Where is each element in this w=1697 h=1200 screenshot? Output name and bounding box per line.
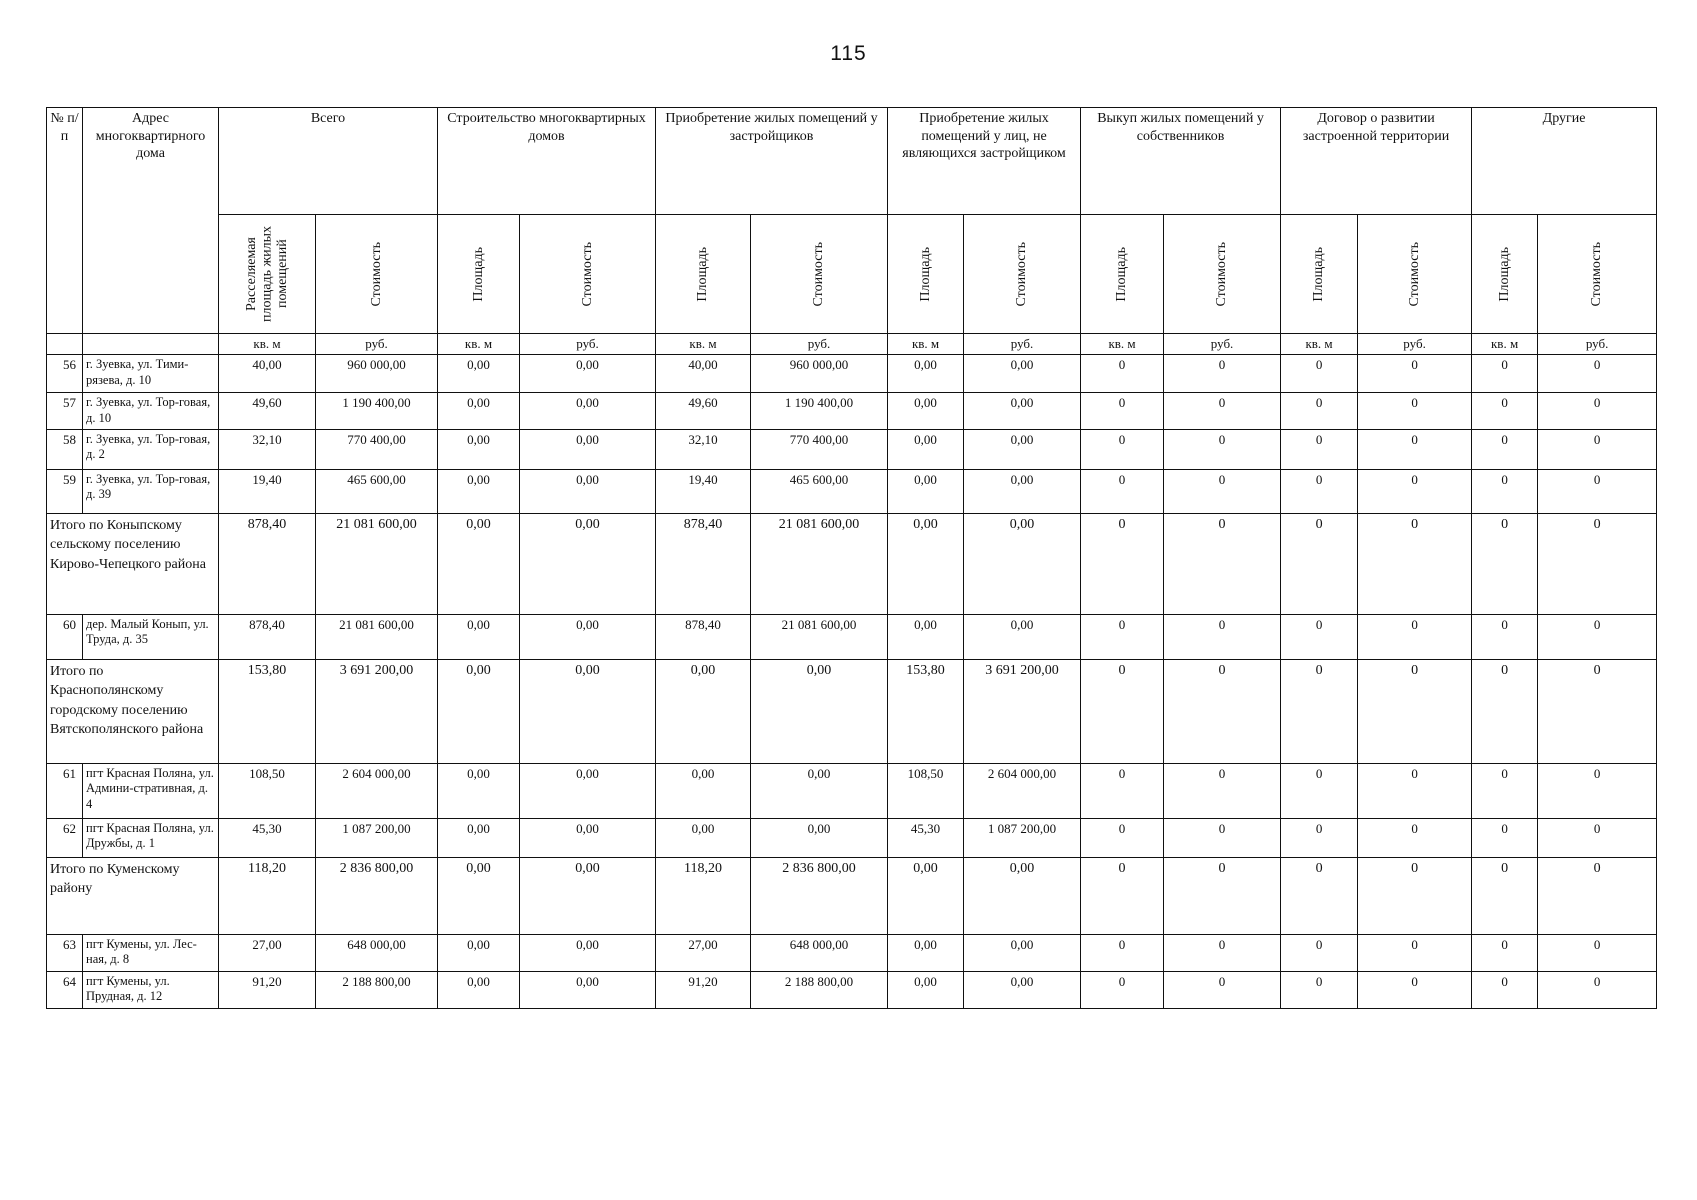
cell-area: 0,00 [438, 429, 520, 469]
unit-area: кв. м [1281, 334, 1358, 355]
subheader-label: Площадь [1311, 246, 1327, 302]
subheader-label: Площадь [470, 246, 486, 302]
cell-area: 0 [1472, 818, 1538, 857]
row-address: пгт Кумены, ул. Лес-ная, д. 8 [83, 934, 219, 971]
cell-area: 878,40 [219, 513, 316, 614]
unit-area: кв. м [219, 334, 316, 355]
cell-area: 0 [1081, 971, 1164, 1008]
cell-area: 878,40 [656, 513, 751, 614]
cell-area: 0 [1281, 355, 1358, 393]
subheader-label: Расселяемая площадь жилых помещений [243, 225, 290, 323]
cell-area: 32,10 [656, 429, 751, 469]
cell-area: 0,00 [888, 355, 964, 393]
subtotal-label: Итого по Куменскому району [47, 857, 219, 934]
cell-cost: 0 [1358, 763, 1472, 818]
cell-area: 0 [1281, 857, 1358, 934]
cell-cost: 3 691 200,00 [316, 659, 438, 763]
table-row [47, 355, 1657, 393]
subheader-cost [751, 215, 888, 334]
cell-cost: 21 081 600,00 [751, 513, 888, 614]
group-header: Приобретение жилых помещений у лиц, не являющихся застройщиком [888, 108, 1081, 215]
cell-area: 0,00 [438, 393, 520, 429]
cell-cost: 2 836 800,00 [316, 857, 438, 934]
row-number: 57 [47, 393, 83, 429]
cell-area: 0,00 [438, 355, 520, 393]
unit-cost: руб. [316, 334, 438, 355]
subtotal-label: Итого по Коныпскому сельскому поселению Кирово-Чепецкого района [47, 513, 219, 614]
group-header: Приобретение жилых помещений у застройщиков [656, 108, 888, 215]
group-header: Всего [219, 108, 438, 215]
cell-cost: 0 [1538, 355, 1657, 393]
cell-area: 0,00 [438, 971, 520, 1008]
cell-area: 0,00 [438, 469, 520, 513]
cell-cost: 0 [1164, 763, 1281, 818]
subheader-label: Площадь [1114, 246, 1130, 302]
unit-area: кв. м [1472, 334, 1538, 355]
cell-area: 0,00 [438, 614, 520, 659]
col-number-header: № п/п [47, 108, 83, 334]
cell-area: 0,00 [438, 659, 520, 763]
cell-area: 118,20 [656, 857, 751, 934]
cell-area: 108,50 [219, 763, 316, 818]
cell-area: 0,00 [888, 469, 964, 513]
cell-cost: 0,00 [751, 818, 888, 857]
cell-cost: 0 [1164, 857, 1281, 934]
cell-cost: 0 [1358, 934, 1472, 971]
cell-cost: 0,00 [964, 393, 1081, 429]
cell-cost: 0,00 [520, 857, 656, 934]
table-header [47, 108, 1657, 355]
table-row [47, 934, 1657, 971]
cell-area: 153,80 [219, 659, 316, 763]
cell-cost: 0,00 [751, 659, 888, 763]
cell-cost: 770 400,00 [316, 429, 438, 469]
cell-area: 0 [1472, 971, 1538, 1008]
cell-area: 49,60 [219, 393, 316, 429]
subheader-label: Стоимость [1014, 241, 1030, 307]
cell-cost: 0 [1164, 429, 1281, 469]
cell-area: 878,40 [219, 614, 316, 659]
cell-area: 0 [1281, 934, 1358, 971]
cell-cost: 0,00 [520, 355, 656, 393]
cell-area: 0,00 [438, 763, 520, 818]
unit-area: кв. м [888, 334, 964, 355]
cell-area: 0 [1472, 614, 1538, 659]
cell-area: 0 [1081, 818, 1164, 857]
units-row [47, 334, 1657, 355]
unit-cost: руб. [520, 334, 656, 355]
cell-cost: 0 [1358, 971, 1472, 1008]
subheader-label: Площадь [1496, 246, 1512, 302]
cell-area: 0 [1281, 614, 1358, 659]
cell-area: 0 [1281, 429, 1358, 469]
subtotal-row [47, 659, 1657, 763]
subheader-area [438, 215, 520, 334]
unit-cell [83, 334, 219, 355]
cell-area: 0 [1081, 614, 1164, 659]
row-address: дер. Малый Конып, ул. Труда, д. 35 [83, 614, 219, 659]
cell-cost: 0,00 [520, 429, 656, 469]
row-number: 64 [47, 971, 83, 1008]
cell-cost: 0,00 [520, 469, 656, 513]
cell-area: 0,00 [438, 818, 520, 857]
cell-area: 0,00 [438, 934, 520, 971]
group-header: Другие [1472, 108, 1657, 215]
cell-cost: 960 000,00 [316, 355, 438, 393]
cell-cost: 1 087 200,00 [964, 818, 1081, 857]
cell-area: 0 [1472, 355, 1538, 393]
cell-cost: 0 [1358, 614, 1472, 659]
subheader-label: Стоимость [811, 241, 827, 307]
subheader-cost [1164, 215, 1281, 334]
table-row [47, 818, 1657, 857]
cell-area: 108,50 [888, 763, 964, 818]
unit-area: кв. м [656, 334, 751, 355]
cell-cost: 0 [1538, 971, 1657, 1008]
cell-area: 45,30 [888, 818, 964, 857]
cell-area: 0 [1081, 659, 1164, 763]
cell-cost: 0 [1538, 513, 1657, 614]
subheader-area [1081, 215, 1164, 334]
cell-cost: 770 400,00 [751, 429, 888, 469]
cell-area: 19,40 [656, 469, 751, 513]
row-address: пгт Красная Поляна, ул. Дружбы, д. 1 [83, 818, 219, 857]
cell-area: 0,00 [888, 393, 964, 429]
cell-area: 0 [1081, 393, 1164, 429]
cell-cost: 0 [1538, 659, 1657, 763]
cell-area: 27,00 [219, 934, 316, 971]
cell-area: 27,00 [656, 934, 751, 971]
cell-cost: 0,00 [964, 469, 1081, 513]
row-number: 56 [47, 355, 83, 393]
cell-cost: 2 188 800,00 [751, 971, 888, 1008]
cell-cost: 0,00 [520, 934, 656, 971]
cell-cost: 648 000,00 [316, 934, 438, 971]
unit-area: кв. м [438, 334, 520, 355]
subtotal-label: Итого по Краснополянскому городскому поселению Вятскополянского района [47, 659, 219, 763]
cell-cost: 0,00 [964, 429, 1081, 469]
cell-area: 0 [1472, 393, 1538, 429]
cell-area: 0 [1081, 513, 1164, 614]
subheader-area [219, 215, 316, 334]
cell-cost: 0 [1164, 818, 1281, 857]
cell-area: 0,00 [438, 857, 520, 934]
cell-cost: 0,00 [964, 513, 1081, 614]
cell-cost: 0,00 [520, 393, 656, 429]
cell-cost: 0 [1538, 469, 1657, 513]
cell-cost: 0 [1164, 659, 1281, 763]
subheader-area [1472, 215, 1538, 334]
cell-cost: 0 [1358, 818, 1472, 857]
cell-cost: 0 [1358, 469, 1472, 513]
cell-cost: 2 836 800,00 [751, 857, 888, 934]
cell-cost: 0 [1164, 355, 1281, 393]
row-address: г. Зуевка, ул. Тор-говая, д. 10 [83, 393, 219, 429]
row-number: 62 [47, 818, 83, 857]
col-address-header: Адрес многоквартирного дома [83, 108, 219, 334]
cell-cost: 0 [1538, 429, 1657, 469]
cell-area: 0 [1281, 469, 1358, 513]
subheader-cost [316, 215, 438, 334]
cell-cost: 465 600,00 [316, 469, 438, 513]
cell-cost: 0 [1538, 393, 1657, 429]
unit-cost: руб. [1538, 334, 1657, 355]
row-address: пгт Красная Поляна, ул. Админи-стративная, д. 4 [83, 763, 219, 818]
subheader-label: Стоимость [1214, 241, 1230, 307]
subheader-cost [520, 215, 656, 334]
cell-area: 0 [1081, 763, 1164, 818]
row-address: г. Зуевка, ул. Тор-говая, д. 39 [83, 469, 219, 513]
cell-area: 153,80 [888, 659, 964, 763]
cell-area: 0 [1081, 857, 1164, 934]
cell-area: 0 [1472, 513, 1538, 614]
cell-area: 19,40 [219, 469, 316, 513]
subheader-label: Стоимость [1589, 241, 1605, 307]
cell-cost: 0 [1358, 513, 1472, 614]
table-row [47, 429, 1657, 469]
cell-area: 0 [1281, 763, 1358, 818]
cell-area: 91,20 [219, 971, 316, 1008]
subheader-label: Стоимость [368, 241, 384, 307]
cell-area: 45,30 [219, 818, 316, 857]
cell-area: 91,20 [656, 971, 751, 1008]
cell-cost: 0 [1358, 355, 1472, 393]
cell-cost: 0 [1164, 393, 1281, 429]
table-row [47, 614, 1657, 659]
cell-area: 0,00 [888, 513, 964, 614]
cell-cost: 0 [1164, 934, 1281, 971]
unit-cost: руб. [964, 334, 1081, 355]
row-number: 61 [47, 763, 83, 818]
cell-area: 0 [1472, 857, 1538, 934]
cell-cost: 0 [1164, 614, 1281, 659]
subheader-cost [1358, 215, 1472, 334]
subheader-label: Стоимость [579, 241, 595, 307]
cell-cost: 1 190 400,00 [751, 393, 888, 429]
cell-area: 0 [1281, 513, 1358, 614]
cell-area: 0 [1281, 971, 1358, 1008]
cell-cost: 0,00 [964, 857, 1081, 934]
subtotal-row [47, 513, 1657, 614]
row-number: 60 [47, 614, 83, 659]
subheader-cost [1538, 215, 1657, 334]
subheader-label: Стоимость [1406, 241, 1422, 307]
group-header: Выкуп жилых помещений у собственников [1081, 108, 1281, 215]
cell-cost: 0,00 [964, 355, 1081, 393]
subheader-label: Площадь [917, 246, 933, 302]
cell-cost: 0 [1538, 763, 1657, 818]
cell-cost: 2 604 000,00 [964, 763, 1081, 818]
cell-cost: 0 [1358, 393, 1472, 429]
unit-cost: руб. [1164, 334, 1281, 355]
cell-cost: 21 081 600,00 [316, 614, 438, 659]
cell-cost: 21 081 600,00 [316, 513, 438, 614]
cell-cost: 0 [1164, 469, 1281, 513]
cell-cost: 465 600,00 [751, 469, 888, 513]
cell-area: 0,00 [656, 818, 751, 857]
cell-cost: 0,00 [964, 614, 1081, 659]
cell-area: 0,00 [656, 763, 751, 818]
cell-cost: 0 [1164, 513, 1281, 614]
cell-cost: 0,00 [520, 971, 656, 1008]
cell-cost: 21 081 600,00 [751, 614, 888, 659]
cell-cost: 0,00 [520, 818, 656, 857]
cell-cost: 0,00 [751, 763, 888, 818]
cell-cost: 0 [1358, 857, 1472, 934]
cell-cost: 1 190 400,00 [316, 393, 438, 429]
cell-area: 0 [1472, 763, 1538, 818]
cell-cost: 0,00 [964, 971, 1081, 1008]
unit-cost: руб. [1358, 334, 1472, 355]
cell-area: 0 [1472, 934, 1538, 971]
cell-area: 0 [1281, 393, 1358, 429]
subtotal-row [47, 857, 1657, 934]
unit-area: кв. м [1081, 334, 1164, 355]
cell-area: 0,00 [888, 934, 964, 971]
table-row [47, 763, 1657, 818]
cell-cost: 1 087 200,00 [316, 818, 438, 857]
cell-cost: 2 604 000,00 [316, 763, 438, 818]
group-header: Строительство многоквартирных домов [438, 108, 656, 215]
cell-area: 32,10 [219, 429, 316, 469]
group-header: Договор о развитии застроенной территории [1281, 108, 1472, 215]
cell-cost: 0,00 [964, 934, 1081, 971]
cell-area: 0,00 [888, 429, 964, 469]
cell-area: 0,00 [888, 614, 964, 659]
cell-area: 40,00 [656, 355, 751, 393]
cell-cost: 0 [1538, 818, 1657, 857]
cell-cost: 3 691 200,00 [964, 659, 1081, 763]
cell-area: 878,40 [656, 614, 751, 659]
cell-area: 0 [1472, 429, 1538, 469]
cell-cost: 0,00 [520, 659, 656, 763]
cell-area: 0 [1081, 934, 1164, 971]
cell-area: 0,00 [888, 971, 964, 1008]
cell-cost: 0 [1358, 429, 1472, 469]
cell-area: 0,00 [656, 659, 751, 763]
cell-area: 118,20 [219, 857, 316, 934]
table-row [47, 971, 1657, 1008]
unit-cost: руб. [751, 334, 888, 355]
subheader-area [1281, 215, 1358, 334]
cell-area: 0 [1081, 355, 1164, 393]
cell-area: 49,60 [656, 393, 751, 429]
cell-area: 0 [1281, 659, 1358, 763]
cell-area: 0 [1081, 469, 1164, 513]
row-address: пгт Кумены, ул. Прудная, д. 12 [83, 971, 219, 1008]
cell-area: 0,00 [438, 513, 520, 614]
table-row [47, 469, 1657, 513]
table-body [47, 355, 1657, 1008]
cell-cost: 960 000,00 [751, 355, 888, 393]
cell-area: 0 [1472, 659, 1538, 763]
cell-area: 0 [1281, 818, 1358, 857]
subheader-area [656, 215, 751, 334]
table-row [47, 393, 1657, 429]
cell-cost: 648 000,00 [751, 934, 888, 971]
row-number: 63 [47, 934, 83, 971]
row-address: г. Зуевка, ул. Тор-говая, д. 2 [83, 429, 219, 469]
cell-cost: 0 [1538, 614, 1657, 659]
resettlement-table [46, 107, 1657, 1009]
cell-cost: 0 [1358, 659, 1472, 763]
subheader-cost [964, 215, 1081, 334]
row-number: 58 [47, 429, 83, 469]
cell-area: 0 [1081, 429, 1164, 469]
subheader-label: Площадь [695, 246, 711, 302]
cell-area: 0,00 [888, 857, 964, 934]
cell-cost: 0,00 [520, 763, 656, 818]
cell-cost: 0,00 [520, 614, 656, 659]
cell-cost: 0,00 [520, 513, 656, 614]
cell-area: 0 [1472, 469, 1538, 513]
cell-cost: 0 [1538, 934, 1657, 971]
page-number: 115 [830, 42, 867, 65]
cell-cost: 0 [1538, 857, 1657, 934]
cell-cost: 2 188 800,00 [316, 971, 438, 1008]
cell-area: 40,00 [219, 355, 316, 393]
unit-cell [47, 334, 83, 355]
cell-cost: 0 [1164, 971, 1281, 1008]
subheader-area [888, 215, 964, 334]
row-number: 59 [47, 469, 83, 513]
row-address: г. Зуевка, ул. Тими-рязева, д. 10 [83, 355, 219, 393]
